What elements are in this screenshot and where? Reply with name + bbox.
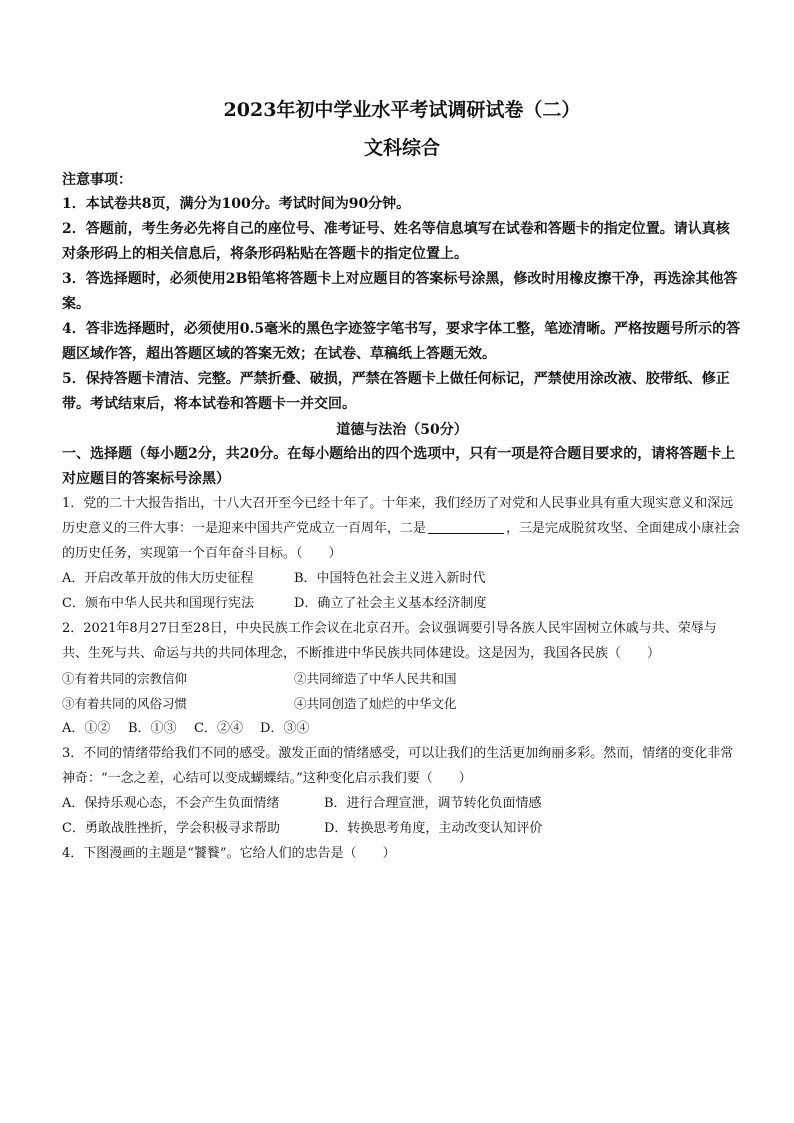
question-1-option-a: A．开启改革开放的伟大历史征程: [62, 571, 254, 586]
notice-item-3: 3．答选择题时，必须使用2B铅笔将答题卡上对应题目的答案标号涂黑，修改时用橡皮擦干净，再选涂其他答案。: [62, 271, 738, 312]
question-2-statements-row-2: [62, 691, 742, 716]
part-one-heading: 一、选择题（每小题2分，共20分。在每小题给出的四个选项中，只有一项是符合题目要求的，请将答题卡上对应题目的答案标号涂黑）: [62, 446, 736, 487]
section-title: 道德与法治（50分）: [336, 422, 468, 438]
question-3-stem: 3．不同的情绪带给我们不同的感受。激发正面的情绪感受，可以让我们的生活更加绚丽多彩。然而，情绪的变化非常神奇：“一念之差，心结可以变成蝴蝶结。”这种变化启示我们要（ ）: [62, 746, 734, 786]
question-2-statement-2: ②共同缔造了中华人民共和国: [294, 671, 457, 686]
question-2-stem: 2．2021年8月27日至28日，中央民族工作会议在北京召开。会议强调要引导各族人民牢固树立休戚与共、荣辱与共、生死与共、命运与共的共同体理念，不断推进中华民族共同体建设。这是因为，我国各民族（ ）: [62, 621, 717, 661]
question-1: [62, 491, 742, 616]
question-1-stem-after: ，三是完成脱贫攻坚、全面建成小康社会的历史任务，实现第一个百年奋斗目标。（ ）: [62, 521, 741, 561]
question-3-option-d: D．转换思考角度，主动改变认知评价: [324, 821, 543, 836]
question-3-options-row-1: [62, 791, 742, 816]
question-1-stem: [62, 491, 742, 566]
question-1-options-row-1: [62, 566, 742, 591]
notice-item-1: 1．本试卷共8页，满分为100分。考试时间为90分钟。: [62, 196, 411, 212]
question-2: [62, 616, 742, 741]
question-1-option-d: D．确立了社会主义基本经济制度: [294, 596, 487, 611]
question-2-option-b: B．①③: [128, 721, 177, 736]
question-4-stem: 4．下图漫画的主题是“饕餮”。它给人们的忠告是（ ）: [62, 846, 396, 861]
question-3: [62, 741, 742, 841]
question-2-options-row: [62, 716, 742, 741]
question-2-option-a: A．①②: [62, 721, 111, 736]
question-1-blank: [428, 519, 504, 534]
question-2-statement-3: ③有着共同的风俗习惯: [62, 696, 188, 711]
question-3-option-a: A．保持乐观心态，不会产生负面情绪: [62, 796, 280, 811]
exam-page: [62, 96, 742, 866]
notice-block: [62, 168, 742, 417]
question-3-option-b: B．进行合理宣泄，调节转化负面情感: [324, 796, 542, 811]
question-2-statements-row-1: [62, 666, 742, 691]
question-2-statement-4: ④共同创造了灿烂的中华文化: [294, 696, 457, 711]
question-3-option-c: C．勇敢战胜挫折，学会积极寻求帮助: [62, 821, 280, 836]
question-2-statement-1: ①有着共同的宗教信仰: [62, 671, 188, 686]
exam-title: 2023年初中学业水平考试调研试卷（二）: [223, 99, 581, 121]
question-2-option-d: D．③④: [260, 721, 310, 736]
question-1-option-c: C．颁布中华人民共和国现行宪法: [62, 596, 254, 611]
question-2-option-c: C．②④: [194, 721, 243, 736]
notice-item-5: 5．保持答题卡清洁、完整。严禁折叠、破损，严禁在答题卡上做任何标记，严禁使用涂改液、胶带纸、修正带。考试结束后，将本试卷和答题卡一并交回。: [62, 371, 730, 412]
question-1-stem-before: 1．党的二十大报告指出，十八大召开至今已经十年了。十年来，我们经历了对党和人民事业具有重大现实意义和深远历史意义的三件大事：一是迎来中国共产党成立一百周年，二是: [62, 496, 734, 536]
question-1-options-row-2: [62, 591, 742, 616]
notice-item-2: 2．答题前，考生务必先将自己的座位号、准考证号、姓名等信息填写在试卷和答题卡的指定位置。请认真核对条形码上的相关信息后，将条形码粘贴在答题卡的指定位置上。: [62, 221, 730, 262]
exam-subtitle: 文科综合: [363, 137, 440, 159]
notice-heading: 注意事项：: [62, 172, 132, 188]
question-4: [62, 841, 742, 866]
question-1-option-b: B．中国特色社会主义进入新时代: [294, 571, 486, 586]
notice-item-4: 4．答非选择题时，必须使用0.5毫米的黑色字迹签字笔书写，要求字体工整，笔迹清晰。严格按题号所示的答题区域作答，超出答题区域的答案无效；在试卷、草稿纸上答题无效。: [62, 321, 741, 362]
question-3-options-row-2: [62, 816, 742, 841]
